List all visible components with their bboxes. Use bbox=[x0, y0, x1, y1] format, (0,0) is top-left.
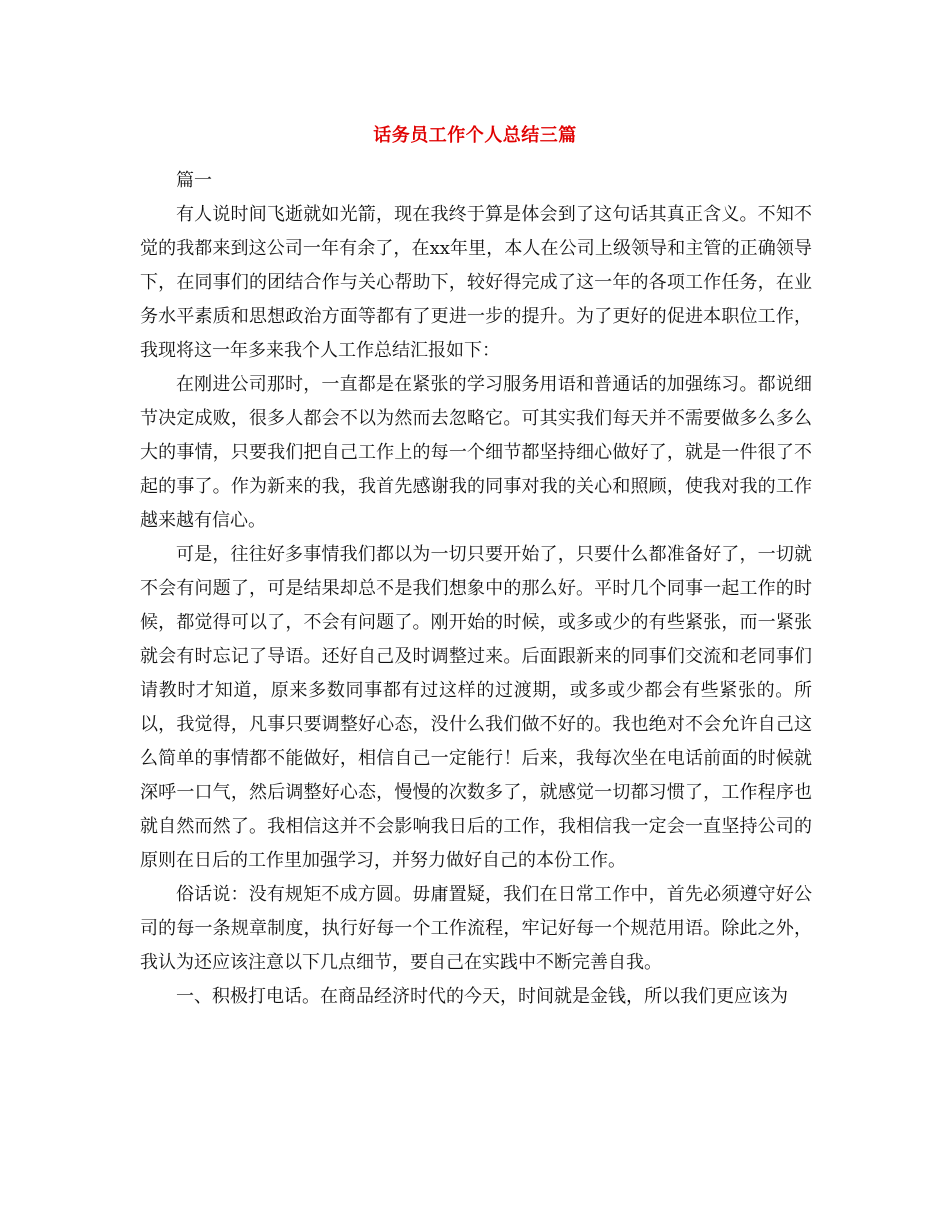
paragraph: 有人说时间飞逝就如光箭，现在我终于算是体会到了这句话其真正含义。不知不觉的我都来到这公司一年有余了，在xx年里，本人在公司上级领导和主管的正确领导下，在同事们的团结合作与关心帮助下，较好得完成了这一年的各项工作任务，在业务水平素质和思想政治方面等都有了更进一步的提升。为了更好的促进本职位工作，我现将这一年多来我个人工作总结汇报如下： bbox=[140, 204, 812, 361]
document-body bbox=[140, 164, 812, 1014]
paragraph: 一、积极打电话。在商品经济时代的今天，时间就是金钱，所以我们更应该为 bbox=[176, 986, 788, 1007]
paragraph: 可是，往往好多事情我们都以为一切只要开始了，只要什么都准备好了，一切就不会有问题了，可是结果却总不是我们想象中的那么好。平时几个同事一起工作的时候，都觉得可以了，不会有问题了。刚开始的时候，或多或少的有些紧张，而一紧张就会有时忘记了导语。还好自己及时调整过来。后面跟新来的同事们交流和老同事们请教时才知道，原来多数同事都有过这样的过渡期，或多或少都会有些紧张的。所以，我觉得，凡事只要调整好心态，没什么我们做不好的。我也绝对不会允许自己这么简单的事情都不能做好，相信自己一定能行！后来，我每次坐在电话前面的时候就深呼一口气，然后调整好心态，慢慢的次数多了，就感觉一切都习惯了，工作程序也就自然而然了。我相信这并不会影响我日后的工作，我相信我一定会一直坚持公司的原则在日后的工作里加强学习，并努力做好自己的本份工作。 bbox=[140, 544, 812, 871]
section-heading: 篇一 bbox=[176, 170, 212, 191]
paragraph: 俗话说：没有规矩不成方圆。毋庸置疑，我们在日常工作中，首先必须遵守好公司的每一条规章制度，执行好每一个工作流程，牢记好每一个规范用语。除此之外，我认为还应该注意以下几点细节，要自己在实践中不断完善自我。 bbox=[140, 884, 812, 973]
paragraph: 在刚进公司那时，一直都是在紧张的学习服务用语和普通话的加强练习。都说细节决定成败，很多人都会不以为然而去忽略它。可其实我们每天并不需要做多么多么大的事情，只要我们把自己工作上的每一个细节都坚持细心做好了，就是一件很了不起的事了。作为新来的我，我首先感谢我的同事对我的关心和照顾，使我对我的工作越来越有信心。 bbox=[140, 374, 812, 531]
page-title: 话务员工作个人总结三篇 bbox=[373, 125, 577, 146]
